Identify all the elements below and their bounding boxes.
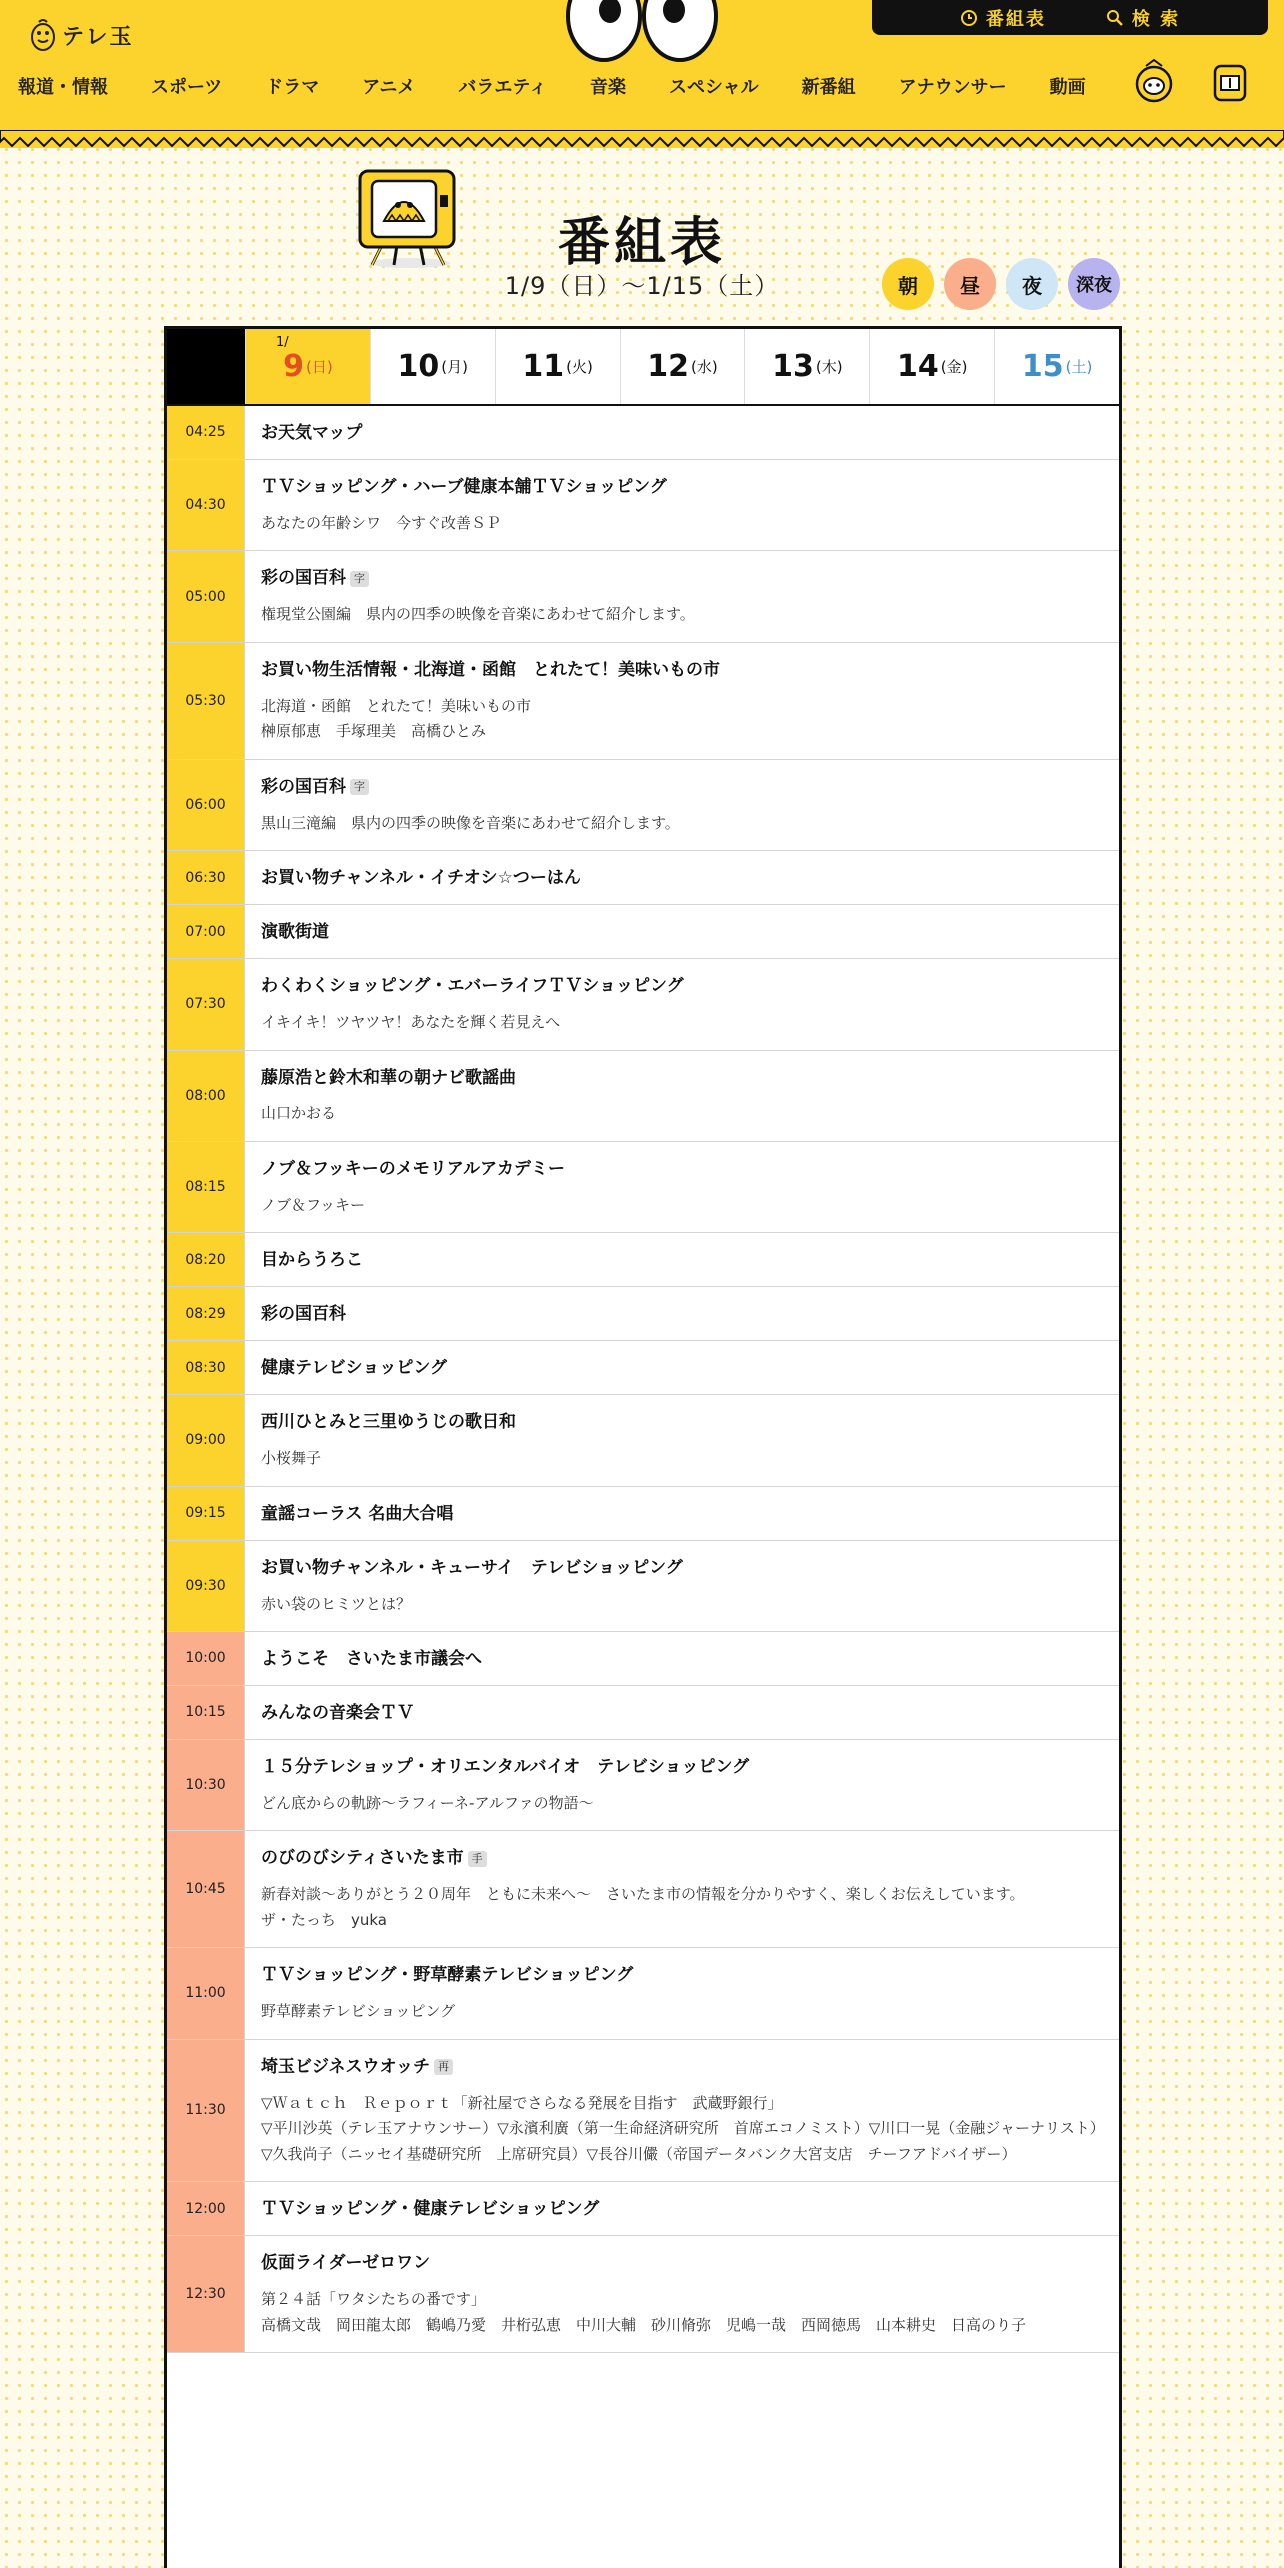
program-time: 04:30 [167,460,245,550]
program-description: イキイキ！ツヤツヤ！あなたを輝く若見えへ [261,1013,561,1031]
program-time: 11:30 [167,2040,245,2181]
date-range: 1/9（日）〜1/15（土） [504,272,780,300]
program-row [167,1487,1119,1541]
date-day-number: 10 [397,349,440,384]
program-description: 小桜舞子 [261,1449,322,1468]
program-guide-link[interactable] [960,5,1046,31]
date-tabs [245,329,1119,404]
program-time: 08:20 [167,1233,245,1286]
program-row [167,551,1119,642]
program-entry[interactable] [245,959,1119,1049]
program-title-line [261,2056,1105,2079]
program-entry[interactable] [245,1686,1119,1739]
page-title: 番組表 [557,213,726,273]
program-title: ＴＶショッピング・野草酵素テレビショッピング [261,1965,634,1986]
program-title-line [261,2252,1105,2275]
nav-sports[interactable]: スポーツ [151,77,223,98]
program-title-line [261,1964,1105,1987]
program-entry[interactable] [245,2182,1119,2235]
program-time: 06:00 [167,760,245,850]
nav-announcer[interactable]: アナウンサー [898,77,1007,98]
program-title: お買い物生活情報・北海道・函館 とれたて！美味いもの市 [261,659,720,680]
program-time: 09:15 [167,1487,245,1540]
date-day-number: 13 [772,349,814,384]
program-row [167,1632,1119,1686]
date-day-number: 11 [522,349,565,384]
program-description: 新春対談～ありがとう２０周年 ともに未来へ～ さいたま市の情報を分かりやすく、楽しくお伝えしています。 ザ・たっち yuka [261,1885,1025,1929]
program-row [167,1395,1119,1486]
program-entry[interactable] [245,905,1119,958]
main-nav [18,66,1284,106]
program-title-line [261,1158,1105,1181]
program-title: ＴＶショッピング・健康テレビショッピング [261,2199,600,2220]
program-entry[interactable] [245,551,1119,641]
program-title: 彩の国百科 [261,776,346,797]
program-badge: 再 [434,2059,453,2075]
program-title-line [261,659,1105,682]
date-weekday: (水) [691,358,718,376]
program-entry[interactable] [245,1487,1119,1540]
program-title: みんなの音楽会ＴＶ [261,1702,414,1723]
program-title-line [261,567,1105,590]
program-time: 05:00 [167,551,245,641]
program-time: 08:29 [167,1287,245,1340]
program-badge: 字 [350,779,369,795]
program-badge: 手 [468,1851,487,1867]
program-title: 目からうろこ [261,1250,363,1271]
program-title: 健康テレビショッピング [261,1358,447,1379]
program-entry[interactable] [245,1395,1119,1485]
top-link-bar [872,0,1268,35]
date-tab-15[interactable] [994,329,1119,404]
nav-anime[interactable]: アニメ [362,77,416,98]
program-entry[interactable] [245,1948,1119,2038]
program-entry[interactable] [245,1541,1119,1631]
program-time: 10:30 [167,1740,245,1830]
date-tab-9[interactable] [245,329,370,404]
program-title: 童謡コーラス 名曲大合唱 [261,1503,454,1524]
program-entry[interactable] [245,1142,1119,1232]
date-month: 1/ [276,335,289,350]
program-title-line [261,1847,1105,1870]
program-entry[interactable] [245,1632,1119,1685]
nav-video[interactable]: 動画 [1049,77,1086,98]
program-title-line [261,1702,1105,1725]
date-header-corner [167,329,245,404]
program-time: 07:00 [167,905,245,958]
program-title-line [261,1357,1105,1380]
program-description: ノブ＆フッキー [261,1195,365,1214]
program-title-line [261,2198,1105,2221]
program-time: 08:30 [167,1341,245,1394]
date-weekday: (火) [566,358,593,376]
program-title-line [261,921,1105,944]
period-daytime-button[interactable]: 昼 [944,258,996,310]
date-weekday: (木) [815,358,843,376]
program-entry[interactable] [245,760,1119,850]
program-row [167,406,1119,460]
program-description: 権現堂公園編 県内の四季の映像を音楽にあわせて紹介します。 [261,605,695,624]
program-title: お天気マップ [261,423,363,443]
program-row [167,2040,1119,2182]
program-title-line [261,476,1105,499]
program-title: ＴＶショッピング・ハーブ健康本舗ＴＶショッピング [261,476,667,497]
program-row [167,1287,1119,1341]
program-title: のびのびシティさいたま市 [261,1848,464,1869]
program-entry[interactable] [245,1740,1119,1830]
date-tab-11[interactable] [495,329,620,404]
program-description: 黒山三滝編 県内の四季の映像を音楽にあわせて紹介します。 [261,813,680,832]
logo-text: テレ玉 [62,24,134,50]
date-header [167,329,1119,406]
program-time: 10:15 [167,1686,245,1739]
program-row [167,1740,1119,1831]
program-title-line [261,422,1105,445]
date-day-number: 15 [1021,349,1064,384]
program-title: 仮面ライダーゼロワン [261,2253,431,2274]
program-title: 藤原浩と鈴木和華の朝ナビ歌謡曲 [261,1067,516,1088]
period-morning-button[interactable]: 朝 [882,258,934,310]
program-title-line [261,1756,1105,1779]
program-guide-label: 番組表 [985,8,1046,30]
time-period-selector [882,258,1120,310]
program-title: 演歌街道 [261,922,329,943]
date-weekday: (土) [1065,358,1093,376]
program-row [167,760,1119,851]
program-time: 12:30 [167,2236,245,2352]
program-title: 埼玉ビジネスウオッチ [261,2056,430,2077]
program-title: １５分テレショップ・オリエンタルバイオ テレビショッピング [261,1756,750,1777]
program-time: 08:00 [167,1051,245,1141]
program-row [167,1831,1119,1948]
program-row [167,1341,1119,1395]
program-entry[interactable] [245,406,1119,459]
program-entry[interactable] [245,1831,1119,1947]
program-row [167,460,1119,551]
program-row [167,1948,1119,2039]
program-row [167,1142,1119,1233]
mascot-eyes-icon [566,0,718,62]
date-tab-10[interactable] [370,329,495,404]
program-row [167,1686,1119,1740]
program-entry[interactable] [245,1051,1119,1141]
date-tab-12[interactable] [620,329,745,404]
program-time: 04:25 [167,406,245,459]
program-description: あなたの年齢シワ 今すぐ改善ＳＰ [261,513,502,532]
program-row [167,1233,1119,1287]
program-title: お買い物チャンネル・イチオシ☆つーはん [261,868,581,889]
program-row [167,851,1119,905]
date-weekday: (月) [441,358,469,376]
mascot-saitama-battle-icon[interactable] [1210,58,1250,106]
search-link[interactable] [1106,5,1180,31]
header-wave-edge [0,130,1284,150]
search-icon [1106,9,1124,27]
program-title-line [261,975,1105,998]
program-title-line [261,1503,1105,1526]
program-time: 09:00 [167,1395,245,1485]
program-time: 07:30 [167,959,245,1049]
program-time: 09:30 [167,1541,245,1631]
date-tab-13[interactable] [744,329,869,404]
program-time: 10:00 [167,1632,245,1685]
program-entry[interactable] [245,851,1119,904]
program-description: 野草酵素テレビショッピング [261,2002,456,2021]
program-title: 彩の国百科 [261,1304,346,1325]
program-entry[interactable] [245,460,1119,550]
program-title-line [261,1557,1105,1580]
program-description: どん底からの軌跡～ラフィーネ-アルファの物語～ [261,1793,594,1812]
program-title-line [261,1303,1105,1326]
program-time: 11:00 [167,1948,245,2038]
nav-drama[interactable]: ドラマ [265,77,320,98]
program-title: ようこそ さいたま市議会へ [261,1649,482,1669]
program-title-line [261,776,1105,799]
program-time: 12:00 [167,2182,245,2235]
program-time: 10:45 [167,1831,245,1947]
program-title: 西川ひとみと三里ゆうじの歌日和 [261,1412,516,1433]
program-entry[interactable] [245,643,1119,759]
date-day-number: 14 [896,349,939,384]
date-weekday: (金) [940,358,968,376]
program-title-line [261,1411,1105,1434]
program-description: 北海道・函館 とれたて！美味いもの市 榊原郁恵 手塚理美 高橋ひとみ [261,696,532,741]
date-tab-14[interactable] [869,329,994,404]
program-title: わくわくショッピング・エバーライフＴＶショッピング [261,976,684,997]
site-logo[interactable] [30,18,134,52]
program-description: 赤い袋のヒミツとは？ [261,1594,412,1613]
program-row [167,905,1119,959]
program-row [167,1541,1119,1632]
program-description: ▽Ｗａｔｃｈ Ｒｅｐｏｒｔ「新社屋でさらなる発展を目指す 武蔵野銀行」 ▽平川沙英（テレ玉アナウンサー）▽永濱利廣（第一生命経済研究所 首席エコノミスト）▽川口一晃（金融ジャーナリスト）▽久我尚子（ニッセイ基礎研究所 上席研究員）▽長谷川儼（帝国データバンク大宮支店 チーフアドバイザー） [261,2093,1105,2163]
program-description: 山口かおる [261,1104,337,1123]
program-badge: 字 [350,571,369,587]
program-time: 06:30 [167,851,245,904]
program-entry[interactable] [245,1287,1119,1340]
program-entry[interactable] [245,2040,1119,2181]
nav-new-programs[interactable]: 新番組 [801,77,856,98]
site-header [0,0,1284,148]
program-description: 第２４話「ワタシたちの番です」 高橋文哉 岡田龍太郎 鶴嶋乃愛 井桁弘恵 中川大輔 砂川脩弥 児嶋一哉 西岡徳馬 山本耕史 日高のり子 [261,2290,1027,2334]
search-label: 検 索 [1131,8,1181,30]
program-entry[interactable] [245,1341,1119,1394]
nav-music[interactable]: 音楽 [589,77,626,98]
program-time: 05:30 [167,643,245,759]
nav-variety[interactable]: バラエティ [458,77,547,98]
program-row [167,2182,1119,2236]
program-row [167,643,1119,760]
program-entry[interactable] [245,1233,1119,1286]
program-title-line [261,1067,1105,1090]
program-time: 08:15 [167,1142,245,1232]
nav-news[interactable]: 報道・情報 [18,77,108,98]
program-row [167,2236,1119,2353]
period-night-button[interactable]: 夜 [1006,258,1058,310]
program-row [167,1051,1119,1142]
program-title: お買い物チャンネル・キューサイ テレビショッピング [261,1557,683,1578]
program-row [167,959,1119,1050]
period-late-night-button[interactable]: 深夜 [1068,258,1120,310]
date-day-number: 9 [283,349,304,384]
program-list [167,406,1119,2353]
tereta-mascot-icon [30,18,56,52]
program-title-line [261,867,1105,890]
date-day-number: 12 [647,349,690,384]
program-title-line [261,1648,1105,1671]
program-title: ノブ＆フッキーのメモリアルアカデミー [261,1158,565,1179]
program-entry[interactable] [245,2236,1119,2352]
mascot-tereta-icon[interactable] [1134,58,1174,106]
schedule-table [164,326,1122,2568]
program-title: 彩の国百科 [261,568,346,589]
nav-special[interactable]: スペシャル [668,77,759,98]
program-title-line [261,1249,1105,1272]
clock-icon [960,9,978,27]
date-weekday: (日) [306,358,333,376]
